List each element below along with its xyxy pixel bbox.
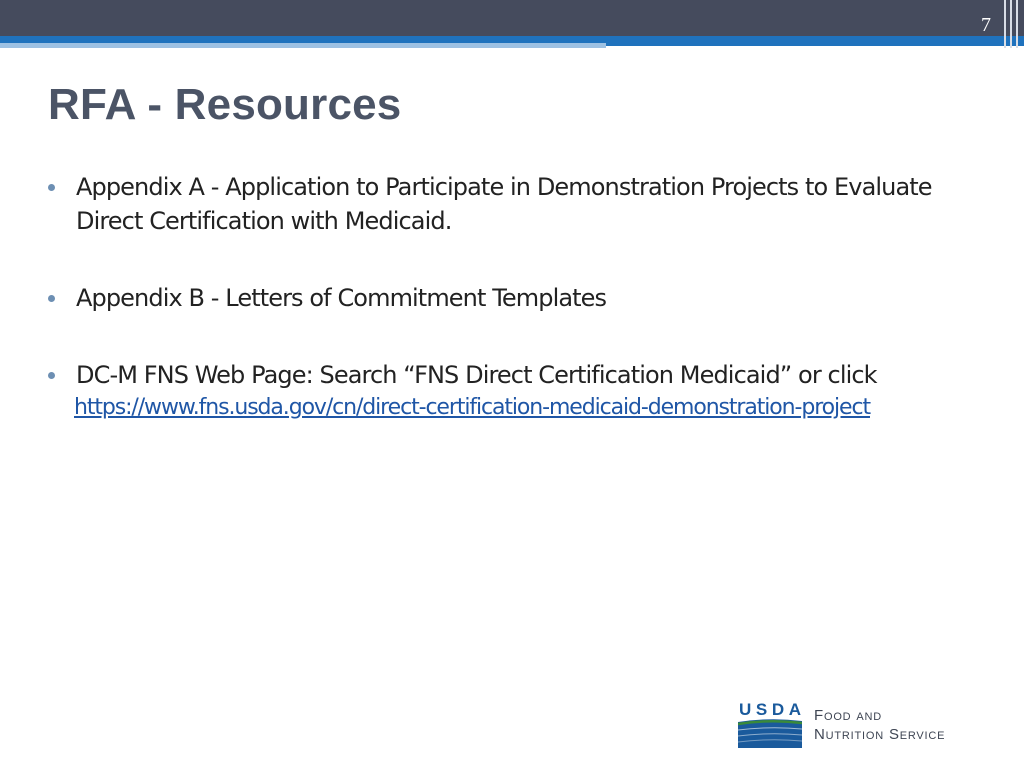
- usda-logo-icon: [738, 700, 802, 748]
- logo-wordmark: [814, 706, 945, 744]
- bullet-icon: [48, 295, 55, 302]
- header-divider-line: [1016, 0, 1018, 48]
- header-divider-line: [1010, 0, 1012, 48]
- list-item-text: Appendix A - Application to Participate in Demonstration Projects to Evaluate Direct Certification with Medicaid.: [76, 173, 932, 235]
- header-divider-line: [1004, 0, 1006, 48]
- bullet-icon: [48, 372, 55, 379]
- usda-fns-logo: [738, 700, 998, 750]
- header-highlight-strip: [0, 43, 606, 48]
- svg-text:USDA: USDA: [739, 700, 801, 719]
- logo-line-1: Food and: [814, 707, 883, 724]
- slide-number: 7: [981, 14, 991, 36]
- slide-title: RFA - Resources: [48, 80, 402, 129]
- list-item-text: Appendix B - Letters of Commitment Templates: [76, 284, 607, 312]
- list-item-text: DC-M FNS Web Page: Search “FNS Direct Certification Medicaid” or click: [76, 361, 877, 389]
- bullet-icon: [48, 184, 55, 191]
- fns-web-page-link[interactable]: https://www.fns.usda.gov/cn/direct-certification-medicaid-demonstration-project: [74, 395, 870, 420]
- header-bar: [0, 0, 1024, 36]
- logo-line-2: Nutrition Service: [814, 726, 946, 743]
